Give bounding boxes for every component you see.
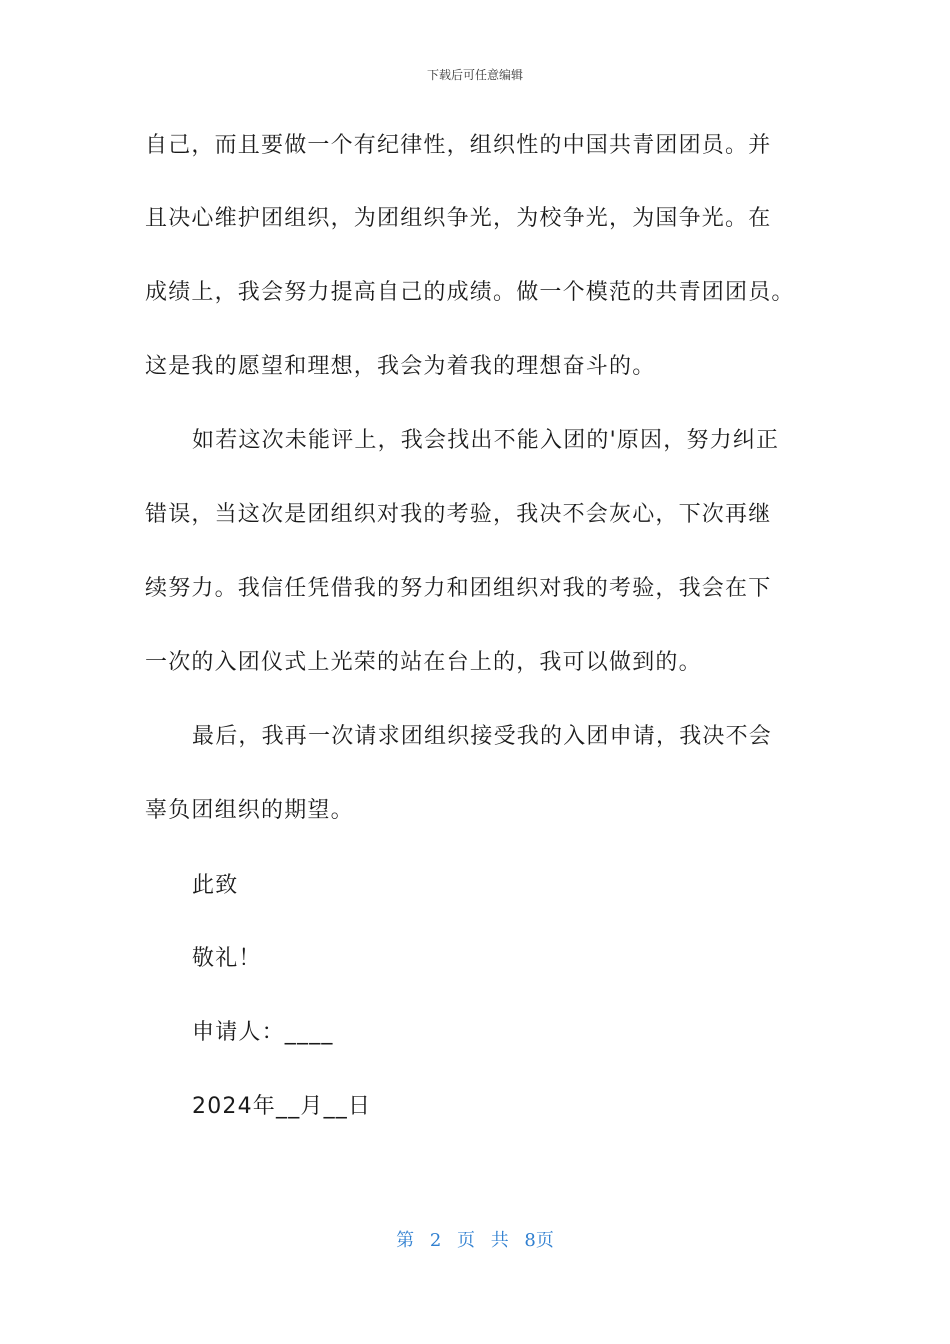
closing-regards: 敬礼！ xyxy=(192,946,262,971)
body-line-3: 成绩上，我会努力提高自己的成绩。做一个模范的共青团团员。 xyxy=(145,280,795,305)
body-line-4: 这是我的愿望和理想，我会为着我的理想奋斗的。 xyxy=(145,354,656,379)
application-date: 2024年__月__日 xyxy=(192,1094,372,1119)
page-number-footer: 第 2 页 共 8页 xyxy=(396,1230,554,1251)
body-line-9: 最后，我再一次请求团组织接受我的入团申请，我决不会 xyxy=(192,724,773,749)
body-line-1: 自己，而且要做一个有纪律性，组织性的中国共青团团员。并 xyxy=(145,133,772,158)
body-line-6: 错误，当这次是团组织对我的考验，我决不会灰心，下次再继 xyxy=(145,502,772,527)
closing-salutation: 此致 xyxy=(192,873,239,898)
applicant-signature-line: 申请人：____ xyxy=(192,1020,334,1045)
body-line-10: 辜负团组织的期望。 xyxy=(145,798,354,823)
page-header: 下载后可任意编辑 xyxy=(426,68,523,82)
body-line-8: 一次的入团仪式上光荣的站在台上的，我可以做到的。 xyxy=(145,650,702,675)
body-line-7: 续努力。我信任凭借我的努力和团组织对我的考验，我会在下 xyxy=(145,576,772,601)
body-line-2: 且决心维护团组织，为团组织争光，为校争光，为国争光。在 xyxy=(145,206,772,231)
body-line-5: 如若这次未能评上，我会找出不能入团的'原因，努力纠正 xyxy=(192,428,780,453)
